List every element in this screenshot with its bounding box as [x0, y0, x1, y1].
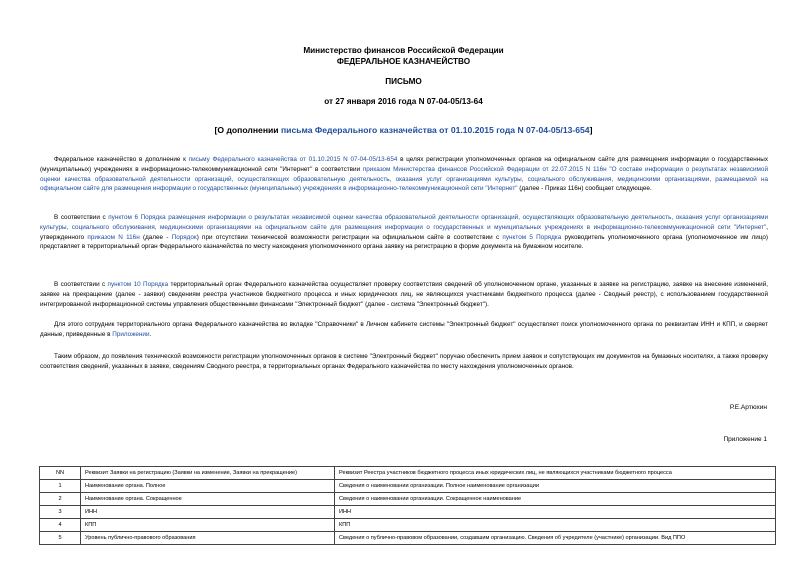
table-row: [40, 493, 776, 506]
treasury-name: ФЕДЕРАЛЬНОЕ КАЗНАЧЕЙСТВО: [336, 57, 471, 66]
p4-text-1: Для этого сотрудник территориального органа Федерального казначейства во вкладке "Справочники" в Личном кабинете системы "Электронный бюджет" осуществляет поиск уполномоченного органа по реквизитам ИНН и КПП, и сверяет данные, приведенные в: [40, 321, 768, 338]
paragraph-2: [40, 213, 768, 252]
table-row: [40, 532, 776, 545]
p1-text-3: (далее - Приказ 116н) сообщает следующее.: [517, 185, 652, 193]
p3-text-2: территориальный орган Федерального казначейства осуществляет проверку соответствия сведений об уполномоченном органе, указанных в заявке на регистрацию, заявке на внесение изменений, заявке на прекращение (далее - заявки) сведениям реестра участников бюджетного процесса и иных юридических лиц, не являющихся участниками бюджетного процесса (далее - Сводный реестр), с использованием государственной интегрированной информационной системы управления общественными финансами "Электронный бюджет" (далее - система "Электронный бюджет").: [40, 281, 769, 308]
paragraph-5: [40, 352, 768, 372]
p1-text-2: в целях регистрации уполномоченных органов на официальном сайте для размещения информации о государственных (муниципальных) учреждениях в информационно-телекоммуникационной сети "Интернет" в соответствии: [40, 156, 768, 173]
p2-order-link[interactable]: приказом N 116н: [87, 233, 140, 241]
p2-procedure-link[interactable]: Порядок: [171, 233, 197, 241]
table-row: [40, 519, 776, 532]
table-cell-nn: 2: [40, 493, 81, 506]
table-cell-request: Уровень публично-правового образования: [81, 532, 335, 545]
table-cell-request: КПП: [81, 519, 335, 532]
paragraph-4: [40, 320, 768, 340]
p2-text-5: руководитель уполномоченного органа (уполномоченное им лицо) представляет в территориальный орган Федерального казначейства по месту нахождения уполномоченного органа заявку на регистрацию в форме документа на бумажном носителе.: [40, 233, 769, 251]
table-row: [40, 506, 776, 519]
table-cell-registry: ИНН: [335, 506, 776, 519]
table-cell-nn: 1: [40, 480, 81, 493]
p2-point5-link[interactable]: пунктом 5 Порядка: [502, 233, 562, 241]
table-cell-request: Наименование органа. Сокращенное: [81, 493, 335, 506]
p2-point6-link[interactable]: пунктом 6 Порядка размещения информации о результатах независимой оценки качества образовательной деятельности организаций, осуществляющих образовательную деятельность, оказания услуг организациями культуры, социального обслуживания, медицинскими организациями на официальном сайте для размещения информации о государственных и муниципальных учреждениях в информационно-телекоммуникационной сети "Интернет": [40, 214, 768, 231]
table-cell-registry: КПП: [335, 519, 776, 532]
p2-text-4: ) при отсутствии технической возможности регистрации на официальном сайте в соответствии с: [196, 233, 503, 241]
p4-appendix-link[interactable]: Приложении: [112, 330, 150, 338]
table-cell-nn: 4: [40, 519, 81, 532]
p4-text-2: .: [149, 330, 152, 338]
subtitle-letter-link[interactable]: письма Федерального казначейства от 01.10.2015 года N 07-04-05/13-654: [280, 125, 590, 135]
signature: Р.Е.Артюхин: [729, 404, 767, 411]
column-header-registry: Реквизит Реестра участников бюджетного процесса иных юридических лиц, не являющихся участниками бюджетного процесса: [335, 467, 776, 480]
table-row: [40, 480, 776, 493]
document-type: ПИСЬМО: [385, 77, 422, 86]
table-header-row: [40, 467, 776, 480]
p1-order-link[interactable]: приказом Министерства финансов Российской Федерации от 22.07.2015 N 116н "О составе информации о результатах независимой оценки качества образовательной деятельности организаций, осуществляющих образовательную деятельность, оказания услуг организациями культуры, социального обслуживания, медицинскими организациями, размещаемой на официальном сайте для размещения информации о государственных (муниципальных) учреждениях в информационно-телекоммуникационной сети "Интернет": [40, 165, 768, 193]
table-cell-nn: 3: [40, 506, 81, 519]
p1-letter-link[interactable]: письму Федерального казначейства от 01.10.2015 N 07-04-05/13-654: [188, 156, 398, 163]
p5-text-1: Таким образом, до появления технической возможности регистрации уполномоченных органов в системе "Электронный бюджет" поручаю обеспечить прием заявок и сопутствующих им документов на бумажных носителях, а также проверку соответствия сведений, указанных в заявке, сведениям Сводного реестра, в территориальных органах Федерального казначейства по месту нахождения уполномоченных органов.: [40, 353, 768, 370]
appendix-table: [39, 466, 776, 545]
paragraph-3: [40, 280, 768, 309]
p2-text-2: , утвержденного: [40, 223, 768, 241]
table-cell-registry: Сведения о наименовании организации. Сокращенное наименование: [335, 493, 776, 506]
subtitle-open: [О дополнении: [214, 125, 281, 135]
table-cell-request: Наименование органа. Полное: [81, 480, 335, 493]
document-date-number: от 27 января 2016 года N 07-04-05/13-64: [324, 97, 483, 106]
ministry-name: Министерство финансов Российской Федерации: [303, 46, 504, 55]
p1-text-1: Федеральное казначейство в дополнение к: [54, 156, 189, 163]
column-header-request: Реквизит Заявки на регистрацию (Заявки на изменение, Заявки на прекращение): [81, 467, 335, 480]
document-subtitle: [0, 125, 807, 135]
appendix-label: Приложение 1: [723, 436, 767, 443]
subtitle-close: ]: [589, 125, 593, 135]
table-cell-registry: Сведения о публично-правовом образовании, создавшим организацию. Сведения об учредителе (участнике) организации. Вид ППО: [335, 532, 776, 545]
table-cell-nn: 5: [40, 532, 81, 545]
paragraph-1: [40, 155, 768, 194]
column-header-nn: NN: [40, 467, 81, 480]
p2-text-3: (далее -: [139, 233, 172, 241]
table-cell-registry: Сведения о наименовании организации. Полное наименование организации: [335, 480, 776, 493]
table-cell-request: ИНН: [81, 506, 335, 519]
p2-text-1: В соответствии с: [54, 214, 109, 221]
p3-text-1: В соответствии с: [54, 281, 108, 288]
p3-point10-link[interactable]: пунктом 10 Порядка: [107, 281, 169, 288]
